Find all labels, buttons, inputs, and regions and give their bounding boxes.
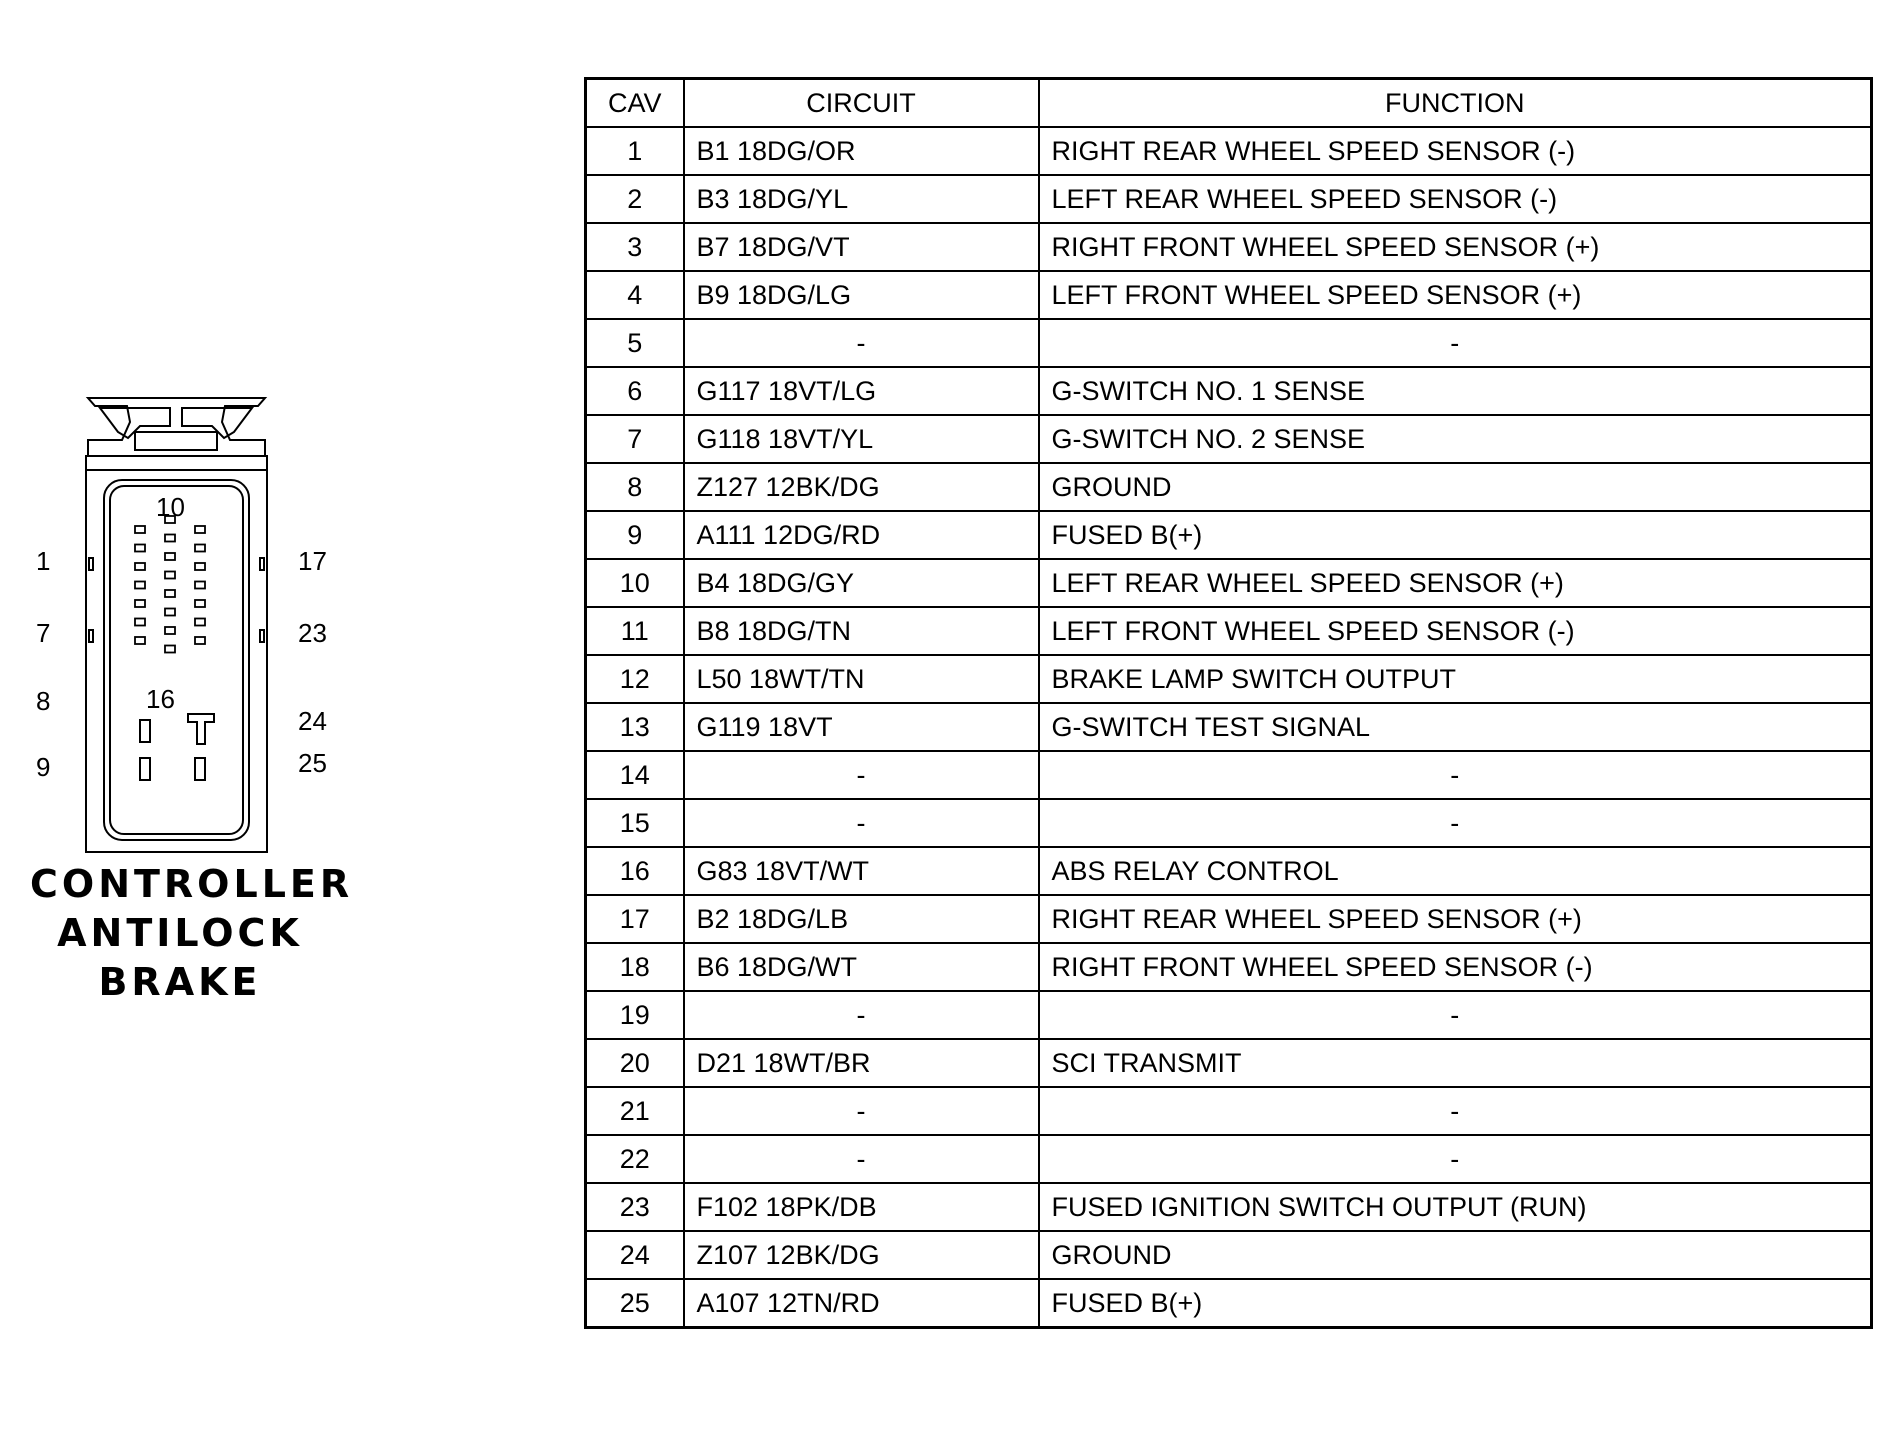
cell-cav: 23 xyxy=(586,1183,684,1231)
table-row xyxy=(586,559,1872,607)
pin-small xyxy=(135,619,145,626)
cell-function: LEFT FRONT WHEEL SPEED SENSOR (+) xyxy=(1039,271,1872,319)
pin-label-7: 7 xyxy=(36,618,51,648)
table-row xyxy=(586,175,1872,223)
table-row xyxy=(586,655,1872,703)
cell-cav: 9 xyxy=(586,511,684,559)
cell-function: LEFT FRONT WHEEL SPEED SENSOR (-) xyxy=(1039,607,1872,655)
pin-label-24: 24 xyxy=(298,706,327,736)
cell-cav: 13 xyxy=(586,703,684,751)
cell-cav: 14 xyxy=(586,751,684,799)
pin-label-25: 25 xyxy=(298,748,327,778)
connector-cavity-outline xyxy=(104,480,249,840)
pin-grid xyxy=(135,516,205,653)
table-row xyxy=(586,223,1872,271)
cell-circuit: - xyxy=(684,991,1039,1039)
cell-cav: 12 xyxy=(586,655,684,703)
connector-title xyxy=(30,860,354,1007)
cell-circuit: - xyxy=(684,1087,1039,1135)
cell-cav: 6 xyxy=(586,367,684,415)
table-row xyxy=(586,1039,1872,1087)
cell-circuit: G119 18VT xyxy=(684,703,1039,751)
table-row xyxy=(586,1231,1872,1279)
cell-circuit: B6 18DG/WT xyxy=(684,943,1039,991)
cell-function: - xyxy=(1039,799,1872,847)
table-row xyxy=(586,943,1872,991)
cell-circuit: G83 18VT/WT xyxy=(684,847,1039,895)
cell-circuit: A107 12TN/RD xyxy=(684,1279,1039,1328)
cell-cav: 16 xyxy=(586,847,684,895)
pin-small xyxy=(195,600,205,607)
cell-cav: 10 xyxy=(586,559,684,607)
cell-function: - xyxy=(1039,751,1872,799)
pin-label-10: 10 xyxy=(156,492,185,522)
cell-function: RIGHT REAR WHEEL SPEED SENSOR (+) xyxy=(1039,895,1872,943)
pin-small xyxy=(195,619,205,626)
cell-function: G-SWITCH NO. 2 SENSE xyxy=(1039,415,1872,463)
table-row xyxy=(586,1183,1872,1231)
pin-small xyxy=(195,563,205,570)
pin-small xyxy=(165,572,175,579)
header-function: FUNCTION xyxy=(1039,79,1872,128)
cell-function: - xyxy=(1039,1135,1872,1183)
cell-circuit: B7 18DG/VT xyxy=(684,223,1039,271)
cell-function: - xyxy=(1039,1087,1872,1135)
cell-function: FUSED IGNITION SWITCH OUTPUT (RUN) xyxy=(1039,1183,1872,1231)
cell-function: GROUND xyxy=(1039,463,1872,511)
cell-function: FUSED B(+) xyxy=(1039,1279,1872,1328)
pin-small xyxy=(195,582,205,589)
cell-cav: 24 xyxy=(586,1231,684,1279)
cell-function: RIGHT FRONT WHEEL SPEED SENSOR (+) xyxy=(1039,223,1872,271)
connector-title-line-3: BRAKE xyxy=(98,960,262,1004)
cell-circuit: - xyxy=(684,1135,1039,1183)
pin-small xyxy=(135,637,145,644)
table-row xyxy=(586,847,1872,895)
table-header-row xyxy=(586,79,1872,128)
table-row xyxy=(586,511,1872,559)
cell-function: FUSED B(+) xyxy=(1039,511,1872,559)
pin-small xyxy=(135,600,145,607)
table-row xyxy=(586,703,1872,751)
cell-circuit: L50 18WT/TN xyxy=(684,655,1039,703)
table-row xyxy=(586,415,1872,463)
table-row xyxy=(586,895,1872,943)
cell-circuit: B8 18DG/TN xyxy=(684,607,1039,655)
pin-small xyxy=(165,627,175,634)
table-row xyxy=(586,1279,1872,1328)
pin-large xyxy=(195,758,205,780)
cell-function: - xyxy=(1039,991,1872,1039)
cell-cav: 20 xyxy=(586,1039,684,1087)
cell-circuit: G118 18VT/YL xyxy=(684,415,1039,463)
table-row xyxy=(586,991,1872,1039)
table-row xyxy=(586,319,1872,367)
connector-title-line-2: ANTILOCK xyxy=(57,911,303,955)
pin-small xyxy=(135,526,145,533)
pin-label-9: 9 xyxy=(36,752,51,782)
cell-function: LEFT REAR WHEEL SPEED SENSOR (-) xyxy=(1039,175,1872,223)
table-row xyxy=(586,1135,1872,1183)
cell-cav: 15 xyxy=(586,799,684,847)
cell-circuit: B1 18DG/OR xyxy=(684,127,1039,175)
cell-function: RIGHT REAR WHEEL SPEED SENSOR (-) xyxy=(1039,127,1872,175)
cell-function: ABS RELAY CONTROL xyxy=(1039,847,1872,895)
cell-circuit: - xyxy=(684,799,1039,847)
pin-label-8: 8 xyxy=(36,686,51,716)
pin-small xyxy=(195,637,205,644)
pin-small xyxy=(165,646,175,653)
cell-cav: 25 xyxy=(586,1279,684,1328)
pinout-rows xyxy=(586,127,1872,1328)
cell-cav: 7 xyxy=(586,415,684,463)
pin-small xyxy=(135,582,145,589)
cell-cav: 21 xyxy=(586,1087,684,1135)
cell-cav: 18 xyxy=(586,943,684,991)
cell-function: G-SWITCH NO. 1 SENSE xyxy=(1039,367,1872,415)
pin-small xyxy=(165,590,175,597)
pin-small xyxy=(165,609,175,616)
pin-small xyxy=(195,526,205,533)
table-row xyxy=(586,127,1872,175)
cell-function: LEFT REAR WHEEL SPEED SENSOR (+) xyxy=(1039,559,1872,607)
connector-diagram xyxy=(0,380,360,860)
pin-label-1: 1 xyxy=(36,546,51,576)
header-circuit: CIRCUIT xyxy=(684,79,1039,128)
connector-title-line-1: CONTROLLER xyxy=(30,862,354,906)
cell-circuit: G117 18VT/LG xyxy=(684,367,1039,415)
pin-large xyxy=(140,758,150,780)
cell-cav: 3 xyxy=(586,223,684,271)
cell-circuit: B4 18DG/GY xyxy=(684,559,1039,607)
cell-function: G-SWITCH TEST SIGNAL xyxy=(1039,703,1872,751)
cell-cav: 8 xyxy=(586,463,684,511)
pin-large xyxy=(140,720,150,742)
pinout-table xyxy=(584,77,1873,1329)
pin-label-23: 23 xyxy=(298,618,327,648)
table-row xyxy=(586,607,1872,655)
cell-cav: 19 xyxy=(586,991,684,1039)
cell-circuit: B2 18DG/LB xyxy=(684,895,1039,943)
cell-circuit: F102 18PK/DB xyxy=(684,1183,1039,1231)
pin-label-16: 16 xyxy=(146,684,175,714)
table-row xyxy=(586,271,1872,319)
header-cav: CAV xyxy=(586,79,684,128)
cell-cav: 22 xyxy=(586,1135,684,1183)
cell-function: RIGHT FRONT WHEEL SPEED SENSOR (-) xyxy=(1039,943,1872,991)
cell-function: BRAKE LAMP SWITCH OUTPUT xyxy=(1039,655,1872,703)
cell-cav: 11 xyxy=(586,607,684,655)
pin-small xyxy=(135,563,145,570)
connector-latch-window xyxy=(135,432,217,450)
cell-circuit: - xyxy=(684,319,1039,367)
cell-circuit: Z107 12BK/DG xyxy=(684,1231,1039,1279)
cell-function: GROUND xyxy=(1039,1231,1872,1279)
cell-cav: 1 xyxy=(586,127,684,175)
pin-small xyxy=(195,545,205,552)
cell-function: - xyxy=(1039,319,1872,367)
table-row xyxy=(586,751,1872,799)
table-row xyxy=(586,799,1872,847)
cell-circuit: A111 12DG/RD xyxy=(684,511,1039,559)
cell-cav: 5 xyxy=(586,319,684,367)
cell-cav: 2 xyxy=(586,175,684,223)
cell-circuit: B9 18DG/LG xyxy=(684,271,1039,319)
pin-label-17: 17 xyxy=(298,546,327,576)
table-row xyxy=(586,1087,1872,1135)
table-row xyxy=(586,367,1872,415)
connector-key xyxy=(188,714,214,744)
cell-cav: 17 xyxy=(586,895,684,943)
pin-small xyxy=(165,535,175,542)
cell-cav: 4 xyxy=(586,271,684,319)
cell-circuit: Z127 12BK/DG xyxy=(684,463,1039,511)
pin-small xyxy=(135,545,145,552)
cell-circuit: - xyxy=(684,751,1039,799)
table-row xyxy=(586,463,1872,511)
cell-circuit: B3 18DG/YL xyxy=(684,175,1039,223)
cell-circuit: D21 18WT/BR xyxy=(684,1039,1039,1087)
cell-function: SCI TRANSMIT xyxy=(1039,1039,1872,1087)
pin-small xyxy=(165,553,175,560)
